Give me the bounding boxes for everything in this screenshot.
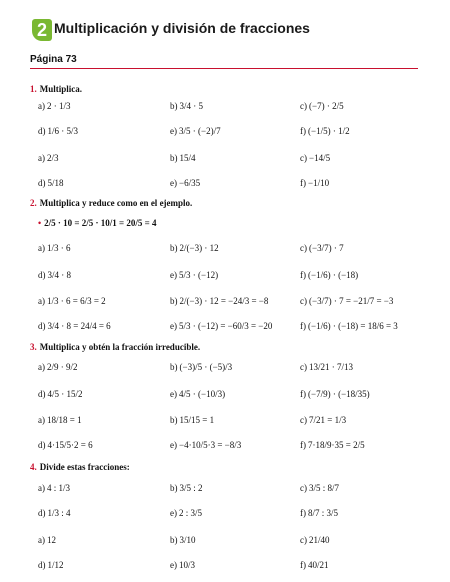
section-3-title: 3. Multiplica y obtén la fracción irreducible. xyxy=(30,342,201,352)
exercise-item: a) 2 · 1/3 xyxy=(38,101,71,111)
answer-item: d) 1/12 xyxy=(38,560,64,570)
section-1-title: 1. Multiplica. xyxy=(30,84,82,94)
page-label: Página 73 xyxy=(30,54,77,65)
exercise-item: a) 4 : 1/3 xyxy=(38,483,71,493)
exercise-item: e) 3/5 · (−2)/7 xyxy=(170,126,221,136)
section-2-title: 2. Multiplica y reduce como en el ejemplo. xyxy=(30,198,193,208)
answer-item: b) 15/15 = 1 xyxy=(170,415,215,425)
answer-item: a) 12 xyxy=(38,535,56,545)
exercise-item: f) (−7/9) · (−18/35) xyxy=(300,389,370,399)
exercise-item: b) 3/5 : 2 xyxy=(170,483,203,493)
answer-item: d) 4·15/5·2 = 6 xyxy=(38,440,93,450)
page-title: Multiplicación y división de fracciones xyxy=(54,20,310,36)
exercise-item: d) 4/5 · 15/2 xyxy=(38,389,83,399)
answer-item: c) (−3/7) · 7 = −21/7 = −3 xyxy=(300,296,394,306)
exercise-item: c) 13/21 · 7/13 xyxy=(300,362,353,372)
exercise-item: d) 1/3 : 4 xyxy=(38,508,71,518)
exercise-item: d) 3/4 · 8 xyxy=(38,270,71,280)
exercise-item: b) (−3)/5 · (−5)/3 xyxy=(170,362,233,372)
answer-item: e) −4·10/5·3 = −8/3 xyxy=(170,440,242,450)
answer-item: f) 40/21 xyxy=(300,560,329,570)
exercise-item: f) (−1/6) · (−18) xyxy=(300,270,359,280)
section-number-badge: 2 xyxy=(32,19,52,41)
answer-item: b) 2/(−3) · 12 = −24/3 = −8 xyxy=(170,296,269,306)
answer-item: f) 7·18/9·35 = 2/5 xyxy=(300,440,365,450)
answer-item: c) −14/5 xyxy=(300,153,331,163)
exercise-item: a) 1/3 · 6 xyxy=(38,243,71,253)
answer-item: f) (−1/6) · (−18) = 18/6 = 3 xyxy=(300,321,398,331)
answer-item: e) 5/3 · (−12) = −60/3 = −20 xyxy=(170,321,273,331)
answer-item: f) −1/10 xyxy=(300,178,330,188)
exercise-item: b) 2/(−3) · 12 xyxy=(170,243,219,253)
exercise-item: e) 4/5 · (−10/3) xyxy=(170,389,226,399)
section-4-title: 4. Divide estas fracciones: xyxy=(30,462,130,472)
answer-item: c) 7/21 = 1/3 xyxy=(300,415,347,425)
exercise-item: c) (−7) · 2/5 xyxy=(300,101,344,111)
answer-item: e) 10/3 xyxy=(170,560,196,570)
answer-item: e) −6/35 xyxy=(170,178,201,188)
answer-item: b) 15/4 xyxy=(170,153,196,163)
exercise-item: e) 5/3 · (−12) xyxy=(170,270,219,280)
answer-item: d) 5/18 xyxy=(38,178,64,188)
answer-item: a) 18/18 = 1 xyxy=(38,415,82,425)
answer-item: b) 3/10 xyxy=(170,535,196,545)
exercise-item: d) 1/6 · 5/3 xyxy=(38,126,78,136)
exercise-item: f) 8/7 : 3/5 xyxy=(300,508,339,518)
answer-item: a) 2/3 xyxy=(38,153,59,163)
worked-example: • 2/5 · 10 = 2/5 · 10/1 = 20/5 = 4 xyxy=(38,218,157,228)
exercise-item: c) (−3/7) · 7 xyxy=(300,243,344,253)
divider xyxy=(30,68,418,69)
exercise-item: b) 3/4 · 5 xyxy=(170,101,203,111)
exercise-item: c) 3/5 : 8/7 xyxy=(300,483,340,493)
exercise-item: a) 2/9 · 9/2 xyxy=(38,362,78,372)
answer-item: c) 21/40 xyxy=(300,535,330,545)
exercise-item: f) (−1/5) · 1/2 xyxy=(300,126,350,136)
answer-item: a) 1/3 · 6 = 6/3 = 2 xyxy=(38,296,106,306)
answer-item: d) 3/4 · 8 = 24/4 = 6 xyxy=(38,321,111,331)
exercise-item: e) 2 : 3/5 xyxy=(170,508,203,518)
